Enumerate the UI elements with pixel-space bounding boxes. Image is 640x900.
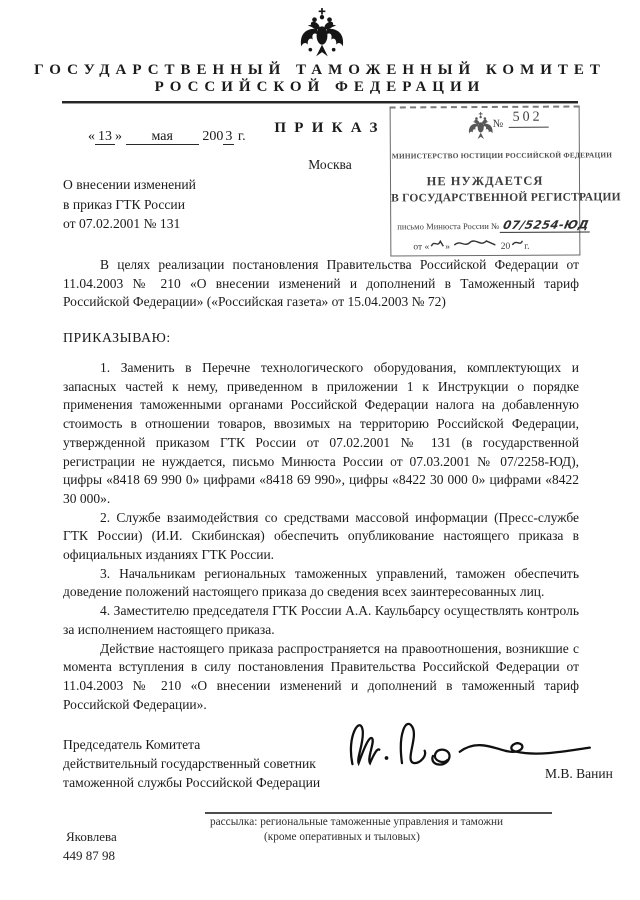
handwritten-scribble-year <box>510 237 524 249</box>
preamble-paragraph: В целях реализации постановления Правительства Российской Федерации от 11.04.2003 № 210 «О внесении изменений и дополнений в Таможенный тариф Российской Федерации» («Российская газета» от 15.04.2003 № 72) <box>63 257 579 310</box>
stamp-date-suffix: г. <box>524 241 530 252</box>
stamp-status-line1: НЕ НУЖДАЕТСЯ <box>426 173 544 189</box>
distribution-divider <box>205 812 552 814</box>
stamp-date-year: 20 <box>500 241 511 252</box>
distribution-line1: рассылка: региональные таможенные управления и таможни <box>210 816 504 828</box>
signatory-title-line3: таможенной службы Российской Федерации <box>63 775 321 790</box>
closing-paragraph: Действие настоящего приказа распространяется на правоотношения, возникшие с момента вступления в силу постановления Правительства Российской Федерации от 11.04.2003 № 210 «О внесении изменений и дополнений в таможенный тариф Российской Федерации». <box>63 640 579 712</box>
stamp-date-close-quote: » <box>445 242 451 253</box>
org-name-line1: ГОСУДАРСТВЕННЫЙ ТАМОЖЕННЫЙ КОМИТЕТ <box>34 62 606 78</box>
subject-line1: О внесении изменений <box>63 177 196 192</box>
doc-type-title: ПРИКАЗ <box>274 120 386 136</box>
stamp-number-label: № <box>492 117 504 130</box>
subject-line2: в приказ ГТК России <box>63 196 185 212</box>
date-open-quote: « <box>88 129 95 144</box>
executor-phone: 449 87 98 <box>63 848 115 863</box>
coat-of-arms-icon <box>297 5 347 61</box>
handwritten-scribble-day <box>429 237 445 249</box>
stamp-letter-line <box>397 217 591 234</box>
date-year-suffix: г. <box>237 129 246 144</box>
order-item-2: 2. Службе взаимодействия со средствами массовой информации (Пресс-службе ГТК России) (И.И. Скибинская) обеспечить опубликование настоящего приказа в официальных изданиях ГТК России. <box>63 509 579 563</box>
order-item-4: 4. Заместителю председателя ГТК России А.А. Каульбарсу осуществлять контроль за исполнением настоящего приказа. <box>63 603 579 637</box>
stamp-status-line2: В ГОСУДАРСТВЕННОЙ РЕГИСТРАЦИИ <box>391 191 621 205</box>
stamp-date-from: от « <box>413 242 430 253</box>
handwritten-scribble-month <box>452 237 498 249</box>
stamp-emblem-icon <box>467 111 495 141</box>
registration-stamp <box>390 106 621 257</box>
doc-subject <box>63 175 196 234</box>
subject-line3: от 07.02.2001 № 131 <box>63 216 181 231</box>
date-close-quote: » <box>115 129 122 144</box>
stamp-date-line <box>413 237 573 253</box>
order-items <box>63 359 579 714</box>
stamp-number-value: 502 <box>509 110 549 128</box>
date-year-digit: 3 <box>225 129 233 144</box>
signatory-title <box>63 735 320 792</box>
order-item-3: 3. Начальникам региональных таможенных управлений, таможен обеспечить доведение положений настоящего приказа до сведения всех заинтересованных лиц. <box>63 565 579 600</box>
org-name-line2: РОССИЙСКОЙ ФЕДЕРАЦИИ <box>154 79 486 95</box>
date-year-prefix: 200 <box>202 129 224 144</box>
header-divider <box>62 101 578 104</box>
stamp-letter-number-handwritten: 07/5254-ЮД <box>500 217 593 232</box>
decree-word: ПРИКАЗЫВАЮ: <box>63 330 171 345</box>
date-month: мая <box>126 129 199 145</box>
order-item-1: 1. Заменить в Перечне технологического оборудования, комплектующих и запасных частей к нему, приведенном в приложении 1 к Инструкции о порядке применения таможенными органами Российской Федерации налога на добавленную стоимость в отношении товаров, ввозимых на территорию Российской Федерации, утвержденной приказом ГТК России от 07.02.2001 № 131 (в государственной регистрации не нуждается, письмо Минюста России от 07.03.2001 № 07/2258-ЮД), цифры «8418 69 990 0» цифрами «8418 69 990», цифры «8422 30 000 0» цифрами «8422 30 000». <box>63 360 579 506</box>
signatory-title-line2: действительный государственный советник <box>63 756 316 771</box>
signatory-title-line1: Председатель Комитета <box>63 737 201 752</box>
stamp-ministry-line: МИНИСТЕРСТВО ЮСТИЦИИ РОССИЙСКОЙ ФЕДЕРАЦИИ <box>391 150 613 161</box>
distribution-line2: (кроме оперативных и тыловых) <box>264 831 420 843</box>
date-day: 13 <box>95 129 115 145</box>
doc-date-line <box>88 129 246 145</box>
signatory-name: М.В. Ванин <box>545 766 613 781</box>
executor-name: Яковлева <box>66 829 117 844</box>
doc-city: Москва <box>308 157 352 172</box>
stamp-letter-prefix: письмо Минюста России № <box>397 220 500 232</box>
